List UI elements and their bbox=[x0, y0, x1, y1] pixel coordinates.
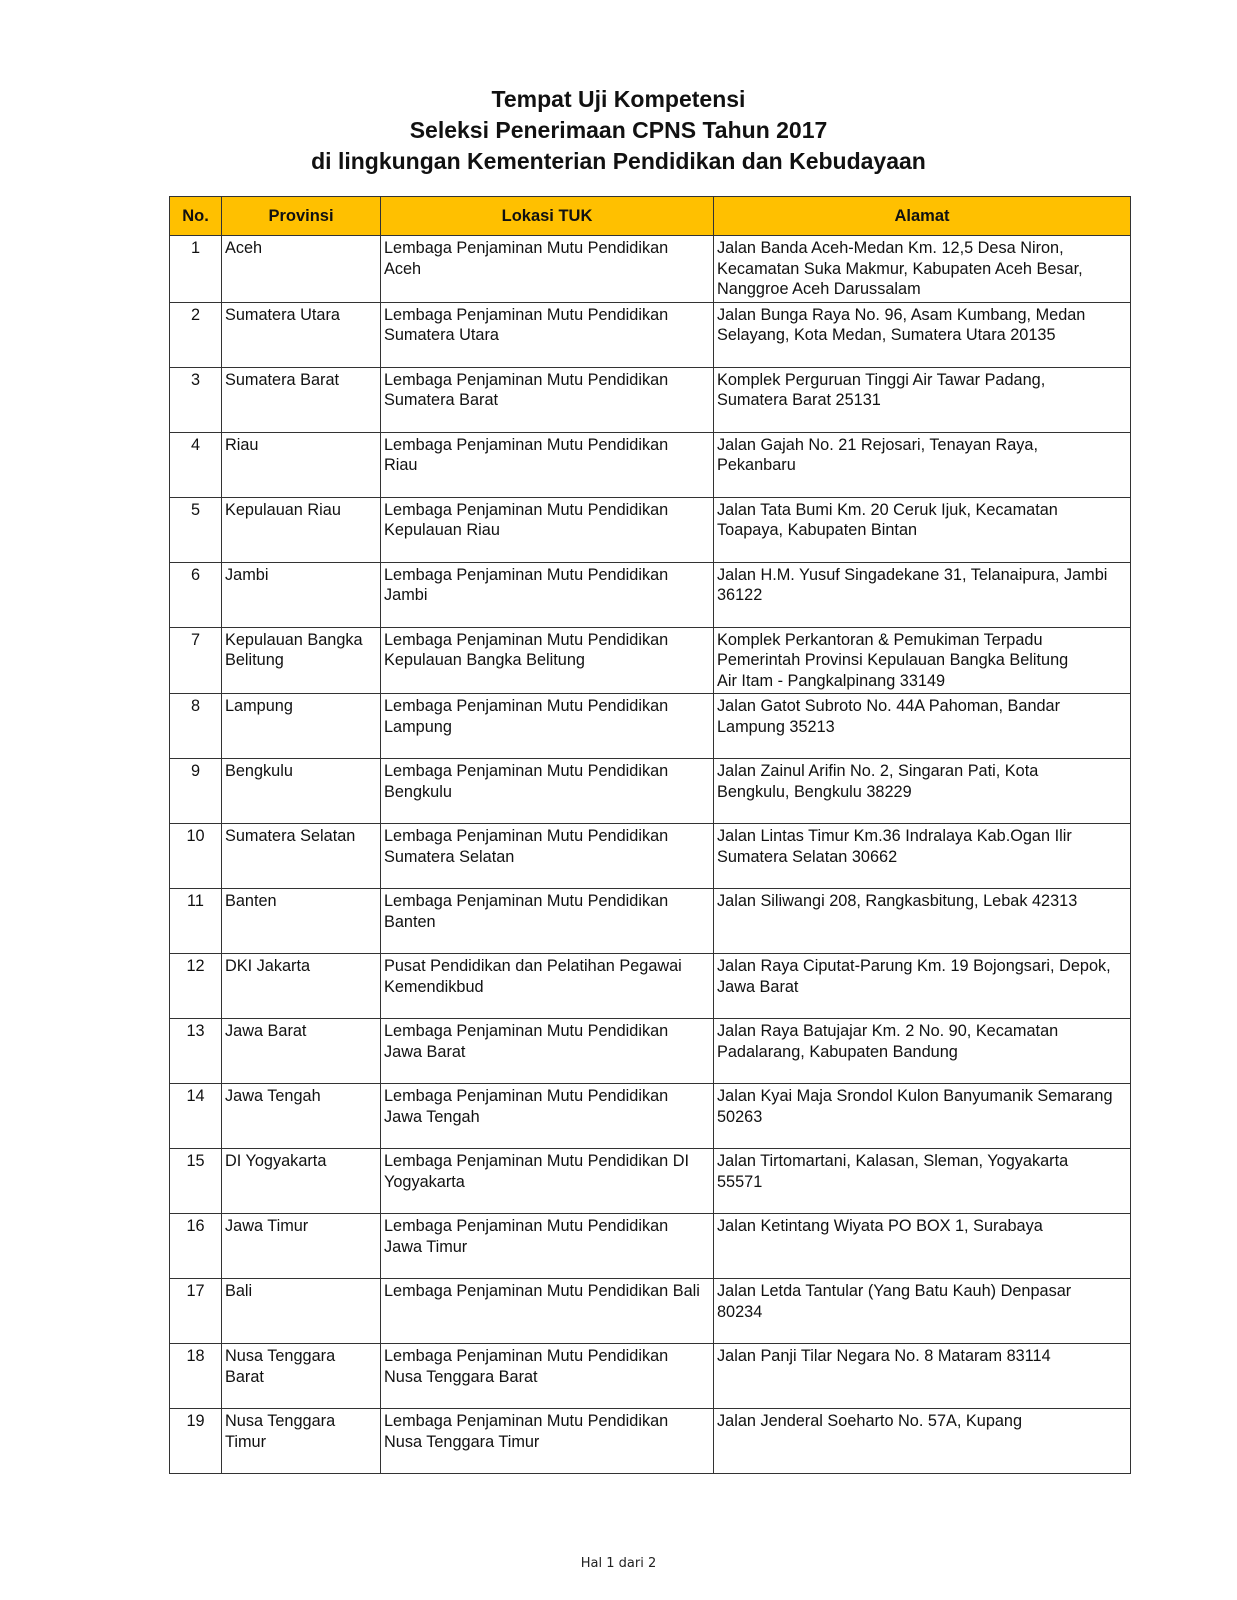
cell-provinsi-text: Lampung bbox=[225, 697, 293, 715]
cell-lokasi bbox=[381, 236, 714, 303]
cell-alamat-text: Jalan Gatot Subroto No. 44A Pahoman, Bandar Lampung 35213 bbox=[717, 697, 1061, 736]
cell-no-text: 12 bbox=[186, 957, 205, 975]
table-row bbox=[170, 694, 1131, 759]
header-provinsi: Provinsi bbox=[222, 197, 381, 236]
cell-provinsi-text: Kepulauan Riau bbox=[225, 500, 341, 519]
cell-alamat-text: Jalan Tirtomartani, Kalasan, Sleman, Yogyakarta 55571 bbox=[717, 1152, 1069, 1191]
tuk-table bbox=[169, 196, 1131, 1474]
cell-alamat-text: Komplek Perguruan Tinggi Air Tawar Padang, Sumatera Barat 25131 bbox=[717, 370, 1046, 409]
cell-no bbox=[170, 1344, 222, 1409]
cell-no bbox=[170, 1214, 222, 1279]
cell-provinsi-text: Banten bbox=[225, 892, 277, 910]
cell-provinsi-text: Nusa Tenggara Barat bbox=[225, 1347, 336, 1386]
cell-lokasi bbox=[381, 1084, 714, 1149]
cell-provinsi-text: Sumatera Utara bbox=[225, 305, 340, 324]
cell-no bbox=[170, 432, 222, 497]
cell-alamat bbox=[714, 1279, 1131, 1344]
cell-lokasi bbox=[381, 1214, 714, 1279]
cell-no-text: 15 bbox=[186, 1152, 205, 1170]
cell-provinsi-text: Riau bbox=[225, 435, 259, 454]
cell-no bbox=[170, 1149, 222, 1214]
table-row bbox=[170, 1019, 1131, 1084]
cell-alamat bbox=[714, 1084, 1131, 1149]
cell-provinsi bbox=[222, 236, 381, 303]
cell-no-text: 9 bbox=[190, 762, 201, 780]
cell-no-text: 16 bbox=[186, 1217, 205, 1235]
cell-no bbox=[170, 367, 222, 432]
cell-alamat bbox=[714, 367, 1131, 432]
table-header bbox=[170, 197, 1131, 236]
cell-alamat-text: Jalan H.M. Yusuf Singadekane 31, Telanaipura, Jambi 36122 bbox=[717, 565, 1108, 604]
cell-lokasi-text: Lembaga Penjaminan Mutu Pendidikan Aceh bbox=[384, 239, 669, 278]
cell-provinsi-text: Sumatera Selatan bbox=[225, 827, 356, 845]
cell-provinsi-text: Jambi bbox=[225, 565, 269, 584]
cell-provinsi bbox=[222, 367, 381, 432]
cell-lokasi bbox=[381, 302, 714, 367]
cell-alamat bbox=[714, 824, 1131, 889]
cell-no bbox=[170, 759, 222, 824]
cell-no bbox=[170, 627, 222, 694]
cell-alamat-text: Jalan Raya Batujajar Km. 2 No. 90, Kecamatan Padalarang, Kabupaten Bandung bbox=[717, 1022, 1059, 1061]
cell-lokasi-text: Lembaga Penjaminan Mutu Pendidikan Kepulauan Bangka Belitung bbox=[384, 630, 669, 669]
table-row bbox=[170, 1279, 1131, 1344]
cell-alamat bbox=[714, 497, 1131, 562]
cell-no-text: 13 bbox=[186, 1022, 205, 1040]
cell-lokasi-text: Lembaga Penjaminan Mutu Pendidikan Riau bbox=[384, 435, 669, 474]
table-row bbox=[170, 1344, 1131, 1409]
cell-provinsi bbox=[222, 562, 381, 627]
cell-lokasi bbox=[381, 497, 714, 562]
cell-provinsi bbox=[222, 824, 381, 889]
document-title bbox=[0, 84, 1237, 177]
cell-lokasi bbox=[381, 954, 714, 1019]
cell-no bbox=[170, 824, 222, 889]
cell-no-text: 6 bbox=[190, 565, 201, 584]
cell-lokasi bbox=[381, 1409, 714, 1474]
table-row bbox=[170, 627, 1131, 694]
cell-alamat bbox=[714, 1019, 1131, 1084]
cell-no-text: 7 bbox=[190, 630, 201, 649]
cell-alamat bbox=[714, 1409, 1131, 1474]
table-row bbox=[170, 302, 1131, 367]
cell-lokasi-text: Lembaga Penjaminan Mutu Pendidikan Jawa Barat bbox=[384, 1022, 669, 1061]
cell-alamat-text: Jalan Raya Ciputat-Parung Km. 19 Bojongsari, Depok, Jawa Barat bbox=[717, 957, 1111, 996]
header-no: No. bbox=[170, 197, 222, 236]
table-row bbox=[170, 759, 1131, 824]
cell-provinsi bbox=[222, 1019, 381, 1084]
cell-no-text: 2 bbox=[190, 305, 201, 324]
cell-provinsi-text: Aceh bbox=[225, 239, 263, 257]
table-row bbox=[170, 236, 1131, 303]
cell-alamat-text: Jalan Tata Bumi Km. 20 Ceruk Ijuk, Kecamatan Toapaya, Kabupaten Bintan bbox=[717, 500, 1058, 539]
cell-provinsi bbox=[222, 954, 381, 1019]
cell-no-text: 17 bbox=[186, 1282, 205, 1300]
cell-no-text: 11 bbox=[187, 892, 204, 910]
header-alamat: Alamat bbox=[714, 197, 1131, 236]
cell-no-text: 8 bbox=[190, 697, 201, 715]
cell-provinsi bbox=[222, 1344, 381, 1409]
cell-no bbox=[170, 954, 222, 1019]
cell-lokasi bbox=[381, 759, 714, 824]
cell-lokasi-text: Lembaga Penjaminan Mutu Pendidikan Jawa Timur bbox=[384, 1217, 669, 1256]
cell-no-text: 3 bbox=[190, 370, 201, 389]
cell-provinsi-text: Bali bbox=[225, 1282, 253, 1300]
cell-lokasi bbox=[381, 1149, 714, 1214]
cell-lokasi-text: Lembaga Penjaminan Mutu Pendidikan DI Yogyakarta bbox=[384, 1152, 690, 1191]
cell-lokasi-text: Lembaga Penjaminan Mutu Pendidikan Sumatera Selatan bbox=[384, 827, 669, 866]
cell-alamat bbox=[714, 562, 1131, 627]
cell-alamat-text: Jalan Bunga Raya No. 96, Asam Kumbang, Medan Selayang, Kota Medan, Sumatera Utara 20135 bbox=[717, 305, 1086, 344]
cell-lokasi bbox=[381, 1344, 714, 1409]
cell-alamat bbox=[714, 302, 1131, 367]
cell-provinsi-text: DKI Jakarta bbox=[225, 957, 311, 975]
cell-alamat-text: Jalan Gajah No. 21 Rejosari, Tenayan Raya, Pekanbaru bbox=[717, 435, 1038, 474]
page-number: Hal 1 dari 2 bbox=[580, 1556, 657, 1571]
cell-provinsi bbox=[222, 302, 381, 367]
header-lokasi: Lokasi TUK bbox=[381, 197, 714, 236]
cell-lokasi-text: Lembaga Penjaminan Mutu Pendidikan Lampung bbox=[384, 697, 669, 736]
table-body bbox=[170, 236, 1131, 1474]
cell-alamat bbox=[714, 759, 1131, 824]
table-row bbox=[170, 367, 1131, 432]
cell-no bbox=[170, 889, 222, 954]
table-row bbox=[170, 1149, 1131, 1214]
cell-lokasi-text: Pusat Pendidikan dan Pelatihan Pegawai Kemendikbud bbox=[384, 957, 682, 996]
cell-no-text: 10 bbox=[186, 827, 205, 845]
cell-alamat-text: Jalan Banda Aceh-Medan Km. 12,5 Desa Niron, Kecamatan Suka Makmur, Kabupaten Aceh Besar, Nanggroe Aceh Darussalam bbox=[717, 239, 1083, 298]
cell-provinsi bbox=[222, 627, 381, 694]
cell-provinsi-text: Kepulauan Bangka Belitung bbox=[225, 630, 363, 669]
cell-lokasi-text: Lembaga Penjaminan Mutu Pendidikan Jambi bbox=[384, 565, 669, 604]
cell-no bbox=[170, 694, 222, 759]
cell-lokasi bbox=[381, 562, 714, 627]
cell-alamat-text: Jalan Letda Tantular (Yang Batu Kauh) Denpasar 80234 bbox=[717, 1282, 1072, 1321]
cell-no bbox=[170, 1279, 222, 1344]
cell-provinsi-text: Sumatera Barat bbox=[225, 370, 340, 389]
table-row bbox=[170, 432, 1131, 497]
cell-no-text: 18 bbox=[186, 1347, 205, 1365]
cell-alamat bbox=[714, 694, 1131, 759]
cell-lokasi-text: Lembaga Penjaminan Mutu Pendidikan Sumatera Utara bbox=[384, 305, 669, 344]
cell-lokasi bbox=[381, 694, 714, 759]
cell-lokasi-text: Lembaga Penjaminan Mutu Pendidikan Jawa Tengah bbox=[384, 1087, 669, 1126]
cell-provinsi-text: Jawa Timur bbox=[225, 1217, 309, 1235]
cell-provinsi bbox=[222, 1084, 381, 1149]
cell-no bbox=[170, 1409, 222, 1474]
table-row bbox=[170, 1214, 1131, 1279]
cell-alamat bbox=[714, 954, 1131, 1019]
cell-no-text: 5 bbox=[190, 500, 201, 519]
cell-no bbox=[170, 236, 222, 303]
table-row bbox=[170, 1084, 1131, 1149]
cell-lokasi-text: Lembaga Penjaminan Mutu Pendidikan Kepulauan Riau bbox=[384, 500, 669, 539]
cell-provinsi bbox=[222, 889, 381, 954]
cell-alamat-text: Jalan Zainul Arifin No. 2, Singaran Pati, Kota Bengkulu, Bengkulu 38229 bbox=[717, 762, 1039, 801]
cell-provinsi bbox=[222, 1409, 381, 1474]
cell-alamat-text: Jalan Panji Tilar Negara No. 8 Mataram 83114 bbox=[717, 1347, 1051, 1365]
cell-alamat bbox=[714, 889, 1131, 954]
cell-alamat-text: Jalan Ketintang Wiyata PO BOX 1, Surabaya bbox=[717, 1217, 1043, 1235]
cell-lokasi-text: Lembaga Penjaminan Mutu Pendidikan Bali bbox=[384, 1282, 700, 1300]
cell-provinsi bbox=[222, 497, 381, 562]
cell-lokasi-text: Lembaga Penjaminan Mutu Pendidikan Bengkulu bbox=[384, 762, 669, 801]
title-line-1: Tempat Uji Kompetensi bbox=[491, 86, 746, 112]
cell-no-text: 14 bbox=[186, 1087, 205, 1105]
cell-lokasi bbox=[381, 1019, 714, 1084]
cell-lokasi bbox=[381, 889, 714, 954]
cell-provinsi bbox=[222, 694, 381, 759]
cell-provinsi bbox=[222, 1149, 381, 1214]
title-line-3: di lingkungan Kementerian Pendidikan dan Kebudayaan bbox=[311, 148, 926, 174]
title-line-2: Seleksi Penerimaan CPNS Tahun 2017 bbox=[409, 117, 828, 143]
cell-alamat bbox=[714, 432, 1131, 497]
cell-provinsi-text: DI Yogyakarta bbox=[225, 1152, 327, 1170]
cell-provinsi bbox=[222, 1279, 381, 1344]
cell-lokasi-text: Lembaga Penjaminan Mutu Pendidikan Nusa Tenggara Barat bbox=[384, 1347, 669, 1386]
cell-alamat bbox=[714, 1149, 1131, 1214]
cell-lokasi bbox=[381, 1279, 714, 1344]
cell-no bbox=[170, 562, 222, 627]
cell-alamat bbox=[714, 1344, 1131, 1409]
header-row bbox=[170, 197, 1131, 236]
cell-no bbox=[170, 1019, 222, 1084]
table-row bbox=[170, 497, 1131, 562]
table-row bbox=[170, 824, 1131, 889]
cell-alamat bbox=[714, 627, 1131, 694]
cell-provinsi-text: Jawa Tengah bbox=[225, 1087, 321, 1105]
cell-lokasi-text: Lembaga Penjaminan Mutu Pendidikan Sumatera Barat bbox=[384, 370, 669, 409]
cell-provinsi bbox=[222, 759, 381, 824]
cell-alamat bbox=[714, 1214, 1131, 1279]
cell-provinsi bbox=[222, 432, 381, 497]
cell-alamat-text: Jalan Lintas Timur Km.36 Indralaya Kab.Ogan Ilir Sumatera Selatan 30662 bbox=[717, 827, 1072, 866]
cell-alamat-text: Jalan Jenderal Soeharto No. 57A, Kupang bbox=[717, 1412, 1023, 1430]
table-row bbox=[170, 954, 1131, 1019]
cell-no bbox=[170, 302, 222, 367]
cell-no bbox=[170, 497, 222, 562]
cell-alamat-text: Jalan Kyai Maja Srondol Kulon Banyumanik Semarang 50263 bbox=[717, 1087, 1113, 1126]
cell-provinsi-text: Jawa Barat bbox=[225, 1022, 307, 1040]
cell-lokasi-text: Lembaga Penjaminan Mutu Pendidikan Nusa Tenggara Timur bbox=[384, 1412, 669, 1451]
cell-alamat bbox=[714, 236, 1131, 303]
cell-provinsi-text: Nusa Tenggara Timur bbox=[225, 1412, 336, 1451]
cell-provinsi bbox=[222, 1214, 381, 1279]
cell-alamat-text: Komplek Perkantoran & Pemukiman Terpadu Pemerintah Provinsi Kepulauan Bangka Belitung Air Itam - Pangkalpinang 33149 bbox=[717, 630, 1069, 690]
table-row bbox=[170, 562, 1131, 627]
cell-lokasi bbox=[381, 432, 714, 497]
cell-alamat-text: Jalan Siliwangi 208, Rangkasbitung, Lebak 42313 bbox=[717, 892, 1078, 910]
cell-no-text: 1 bbox=[190, 239, 201, 257]
table-row bbox=[170, 889, 1131, 954]
cell-lokasi-text: Lembaga Penjaminan Mutu Pendidikan Banten bbox=[384, 892, 669, 931]
cell-lokasi bbox=[381, 824, 714, 889]
cell-no-text: 4 bbox=[190, 435, 201, 454]
cell-no bbox=[170, 1084, 222, 1149]
cell-no-text: 19 bbox=[186, 1412, 205, 1430]
cell-lokasi bbox=[381, 627, 714, 694]
table-row bbox=[170, 1409, 1131, 1474]
cell-provinsi-text: Bengkulu bbox=[225, 762, 293, 780]
cell-lokasi bbox=[381, 367, 714, 432]
